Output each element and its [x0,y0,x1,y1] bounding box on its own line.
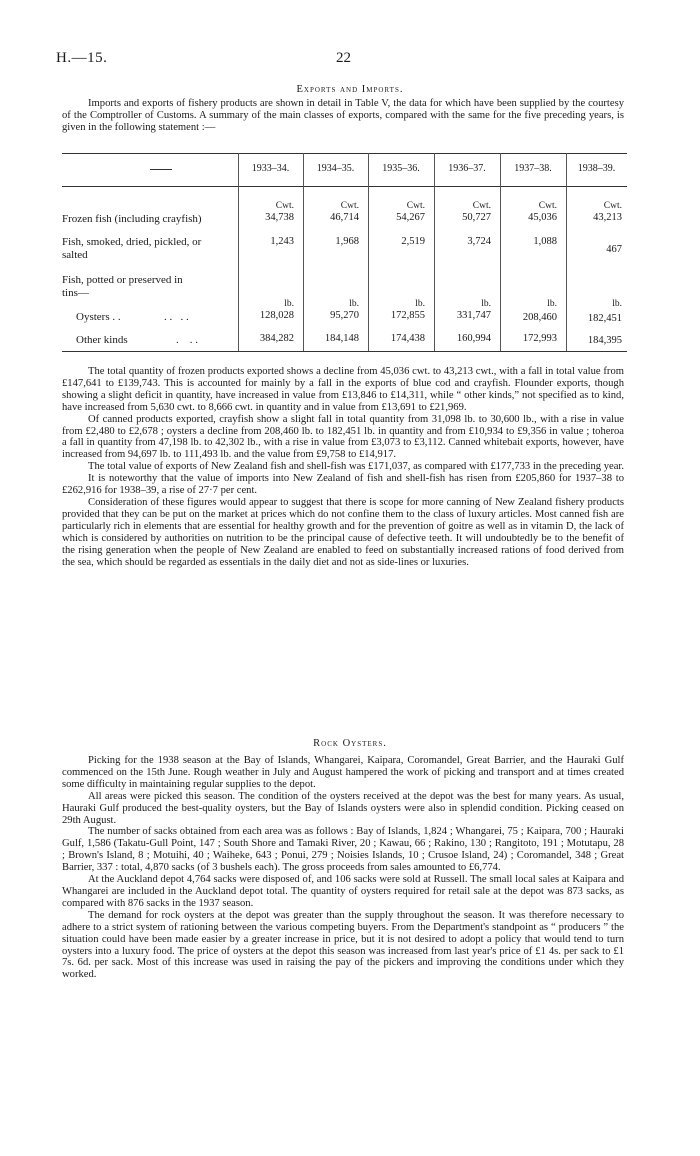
row-label-oysters: Oysters . . [76,311,121,323]
column-header: 1935–36. [382,163,420,174]
paragraph: The number of sacks obtained from each area was as follows : Bay of Islands, 1,824 ; Whangarei, 75 ; Kaipara, 700 ; Hauraki Gulf, 1,586 (Takatu-Gull Point, 147 ; South Shore and Tamaki River, 20 ; Kawau, 66 ; Rakino, 130 ; Rangitoto, 191 ; Motutapu, 28 ; Brown's Island, 8 ; Motuihi, 40 ; Waiheke, 643 ; Ponui, 279 ; Noisies Islands, 10 ; Crusoe Island, 24) ; Coromandel, 348 ; Great Barrier, 337 : total, 4,870 sacks (of 3 bushels each). The gross proceeds from sales amounted to £6,774. [62,826,624,874]
table-cell: 467 [606,244,622,255]
table-cell: 208,460 [522,312,557,323]
table-cell: 43,213 [593,212,622,223]
table-cell: 160,994 [456,333,491,344]
table-column-divider [434,153,435,351]
exports-intro [62,98,624,134]
row-label-line: tins— [62,287,89,299]
table-top-rule [62,153,627,154]
row-label-frozen-fish: Frozen fish (including crayfish) [62,213,202,225]
unit-label: lb. [481,299,491,309]
unit-label: Cwt. [603,201,622,211]
table-column-divider [238,153,239,351]
column-header: 1938–39. [577,163,616,174]
table-cell: 384,282 [259,333,294,344]
paragraph: All areas were picked this season. The condition of the oysters received at the depot was the best for many years. As usual, Hauraki Gulf produced the best-quality oysters, but the Bay of Islands oysters were also in splendid condition. Picking ceased on 29th August. [62,790,624,826]
unit-label: lb. [349,299,359,309]
table-cell: 172,855 [390,310,425,321]
document-reference: H.—15. [56,50,108,66]
unit-label: lb. [415,299,425,309]
table-cell: 54,267 [396,212,425,223]
row-label-potted-fish [62,274,183,300]
table-cell: 182,451 [587,313,622,324]
unit-label: Cwt. [275,201,294,211]
table-cell: 1,243 [270,236,294,247]
leader-dots: . . . [176,334,198,346]
table-cell: 128,028 [259,310,294,321]
column-header: 1934–35. [316,163,355,174]
table-cell: 34,738 [265,212,294,223]
exports-discussion [62,366,624,568]
table-cell: 50,727 [462,212,491,223]
exports-intro-text: Imports and exports of fishery products are shown in detail in Table V, the data for which have been supplied by the courtesy of the Comptroller of Customs. A summary of the main classes of exports, compared with the same for the five preceding years, is given in the following statement :— [62,98,624,133]
paragraph: Consideration of these figures would appear to suggest that there is scope for more canning of New Zealand fishery products provided that they can be put on the market at prices which do not confine them to the class of luxury articles. Most canned fish are particularly rich in elements that are essential for healthy growth and for the prevention of goitre as well as in vitamin D, the lack of which is considered by authorities on nutrition to be the principal cause of defective teeth. It will undoubtedly be to the benefit of the rising generation when the people of New Zealand are enabled to feed on substantially increased rations of food derived from the sea, which should be regarded as essentials in the daily diet and not as side-lines or luxuries. [62,496,624,568]
unit-label: lb. [612,299,622,309]
table-cell: 95,270 [330,310,359,321]
table-cell: 2,519 [401,236,425,247]
table-cell: 1,088 [533,236,557,247]
rock-oysters-discussion [62,755,624,981]
unit-label: Cwt. [472,201,491,211]
table-cell: 331,747 [456,310,491,321]
table-stub-dash [150,169,172,170]
row-label-line: Fish, potted or preserved in [62,274,183,286]
paragraph: Picking for the 1938 season at the Bay of Islands, Whangarei, Kaipara, Coromandel, Great Barrier, and the Hauraki Gulf commenced on the 15th June. Rough weather in July and August hampered the work of picking and transport and at times created some difficulty in maintaining regular supplies to the depot. [62,755,624,790]
paragraph: The total quantity of frozen products exported shows a decline from 45,036 cwt. to 43,213 cwt., with a fall in total value from £147,641 to £139,743. This is accounted for mainly by a fall in the exports of blue cod and crayfish. Flounder exports, though showing a slight deficit in quantity, have increased in value from £13,846 to £14,311, while “ other kinds,” not specified as to kind, have increased from 5,630 cwt. to 8,666 cwt. in quantity and in value from £13,691 to £21,969. [62,366,624,413]
unit-label: Cwt. [340,201,359,211]
table-header-rule [62,186,627,187]
unit-label: Cwt. [538,201,557,211]
rock-oysters-section-title: Rock Oysters. [313,738,387,749]
table-cell: 46,714 [330,212,359,223]
paragraph: Of canned products exported, crayfish show a slight fall in total quantity from 31,098 lb. to 30,600 lb., with a rise in value from £2,480 to £2,678 ; oysters a decline from 208,460 lb. to 182,451 lb. in quantity and from £10,934 to £9,356 in value ; toheroa a fall in quantity from 47,198 lb. to 42,302 lb., with a rise in value from £3,073 to £3,112. Canned whitebait exports, however, have increased from 94,697 lb. to 111,493 lb. and the value from £9,758 to £14,917. [62,413,624,461]
column-header: 1936–37. [448,163,486,174]
table-cell: 172,993 [522,333,557,344]
table-cell: 1,968 [335,236,359,247]
row-label-line: Fish, smoked, dried, pickled, or [62,236,202,248]
table-cell: 45,036 [528,212,557,223]
leader-dots: . . . . [164,311,189,323]
unit-label: lb. [284,299,294,309]
unit-label: lb. [547,299,557,309]
paragraph: At the Auckland depot 4,764 sacks were disposed of, and 106 sacks were sold at Russell. The small local sales at Kaipara and Whangarei are included in the Auckland depot total. The quantity of oysters required for retail sale at the depot was 873 sacks, as compared with 876 sacks in the 1937 season. [62,874,624,909]
table-bottom-rule [62,351,627,352]
paragraph: It is noteworthy that the value of imports into New Zealand of fish and shell-fish has risen from £205,860 for 1937–38 to £262,916 for 1938–39, a rise of 27·7 per cent. [62,473,624,497]
table-cell: 174,438 [390,333,425,344]
row-label-other-kinds: Other kinds [76,334,128,346]
table-column-divider [368,153,369,351]
page-number: 22 [336,50,351,66]
row-label-line: salted [62,249,88,261]
table-column-divider [303,153,304,351]
table-cell: 184,395 [587,335,622,346]
table-cell: 3,724 [467,236,491,247]
paragraph: The demand for rock oysters at the depot was greater than the supply throughout the season. It was therefore necessary to adhere to a strict system of rationing between the various competing buyers. From the Department's standpoint as “ producers ” the situation could have been made easier by a greater increase in price, but it is not desired to adopt a policy that would tend to turn oysters into a luxury food. The price of oysters at the depot this season was increased from last year's price of £1 4s. per sack to £1 7s. 6d. per sack. Most of this increase was used in raising the pay of the pickers and improving the conditions under which they worked. [62,909,624,981]
exports-section-title: Exports and Imports. [296,84,404,95]
row-label-smoked-fish [62,236,201,262]
column-header: 1937–38. [514,163,552,174]
table-cell: 184,148 [324,333,359,344]
column-header: 1933–34. [251,163,290,174]
paragraph: The total value of exports of New Zealand fish and shell-fish was £171,037, as compared with £177,733 in the preceding year. [88,461,625,473]
unit-label: Cwt. [406,201,425,211]
